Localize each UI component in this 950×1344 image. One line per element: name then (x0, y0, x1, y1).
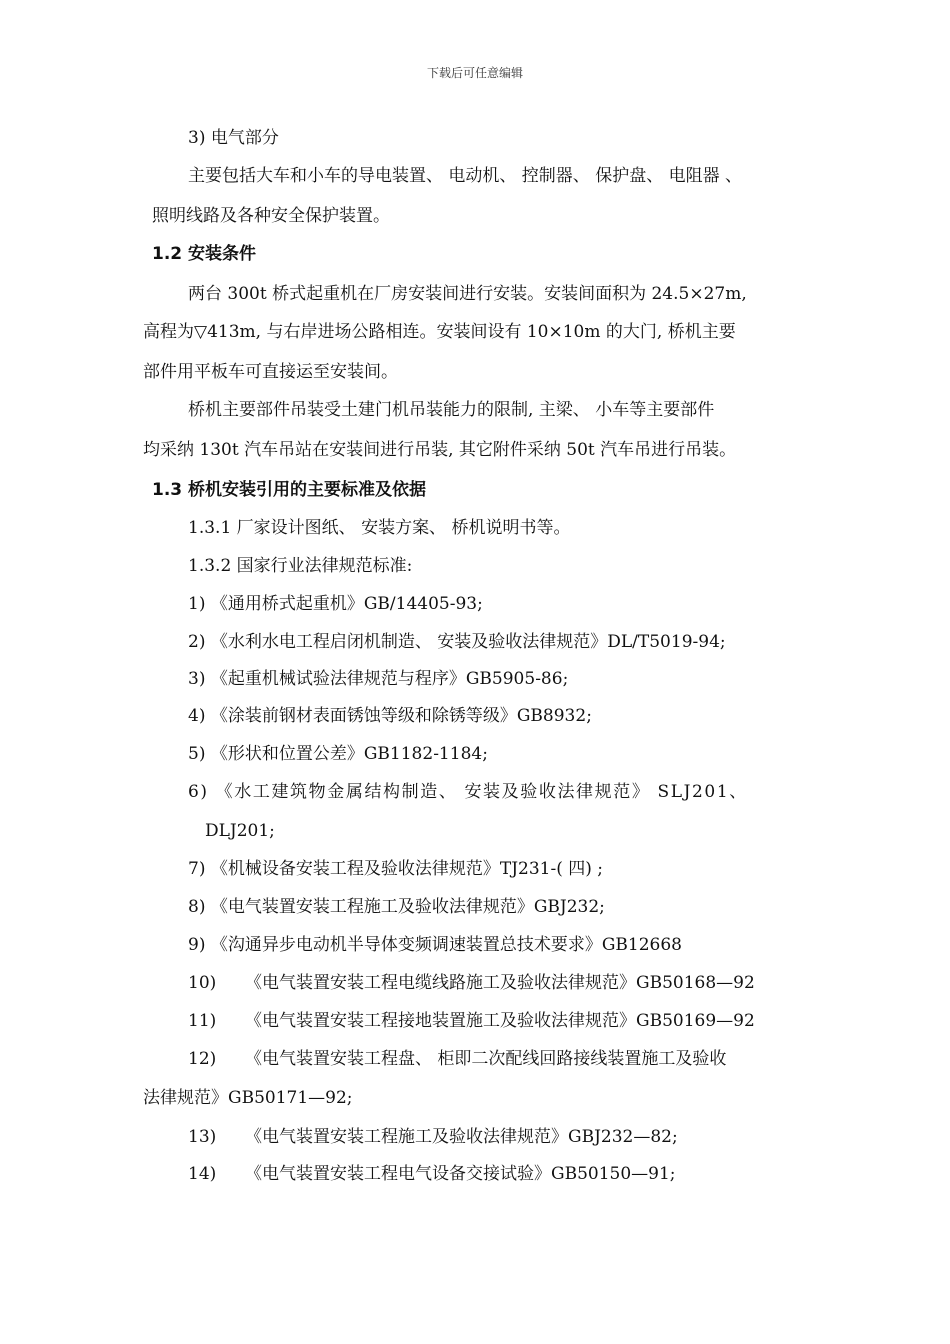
standard-item: 1) 《通用桥式起重机》GB/14405-93; (188, 594, 483, 614)
standard-item: 6) 《水工建筑物金属结构制造、 安装及验收法律规范》 SLJ201、 (188, 782, 748, 802)
standard-number: 11) (188, 1011, 217, 1031)
paragraph-line: 均采纳 130t 汽车吊站在安装间进行吊装, 其它附件采纳 50t 汽车吊进行吊装。 (143, 440, 737, 460)
standard-number: 12) (188, 1049, 217, 1069)
standard-item: 《电气装置安装工程电气设备交接试验》GB50150—91; (245, 1164, 676, 1184)
standard-item-continued: 法律规范》GB50171—92; (143, 1088, 353, 1108)
paragraph-line: 照明线路及各种安全保护装置。 (152, 206, 390, 226)
standard-item: 《电气装置安装工程电缆线路施工及验收法律规范》GB50168—92 (245, 973, 755, 993)
standard-item: 《电气装置安装工程施工及验收法律规范》GBJ232—82; (245, 1127, 678, 1147)
section-heading-1-3: 1.3 桥机安装引用的主要标准及依据 (152, 480, 427, 500)
standard-item: 3) 《起重机械试验法律规范与程序》GB5905-86; (188, 669, 569, 689)
standard-item: 7) 《机械设备安装工程及验收法律规范》TJ231-( 四) ; (188, 859, 603, 879)
standard-number: 13) (188, 1127, 217, 1147)
standard-item: 5) 《形状和位置公差》GB1182-1184; (188, 744, 488, 764)
standard-number: 14) (188, 1164, 217, 1184)
subsection-1-3-1: 1.3.1 厂家设计图纸、 安装方案、 桥机说明书等。 (188, 518, 571, 538)
standard-item: 9) 《沟通异步电动机半导体变频调速装置总技术要求》GB12668 (188, 935, 683, 955)
subsection-1-3-2: 1.3.2 国家行业法律规范标准: (188, 556, 413, 576)
paragraph-line: 部件用平板车可直接运至安装间。 (143, 362, 398, 382)
paragraph-line: 主要包括大车和小车的导电装置、 电动机、 控制器、 保护盘、 电阻器 、 (188, 166, 743, 186)
standard-item: 《电气装置安装工程盘、 柜即二次配线回路接线装置施工及验收 (245, 1049, 727, 1069)
paragraph-line: 两台 300t 桥式起重机在厂房安装间进行安装。安装间面积为 24.5×27m, (188, 284, 747, 304)
paragraph-line: 高程为▽413m, 与右岸进场公路相连。安装间设有 10×10m 的大门, 桥机主要 (143, 322, 736, 342)
standard-item: 4) 《涂装前钢材表面锈蚀等级和除锈等级》GB8932; (188, 706, 592, 726)
standard-item: 8) 《电气装置安装工程施工及验收法律规范》GBJ232; (188, 897, 605, 917)
paragraph-line: 桥机主要部件吊装受土建门机吊装能力的限制, 主梁、 小车等主要部件 (188, 400, 715, 420)
section-title-electrical: 3) 电气部分 (188, 128, 279, 148)
standard-number: 10) (188, 973, 217, 993)
standard-item-continued: DLJ201; (205, 821, 275, 841)
standard-item: 《电气装置安装工程接地装置施工及验收法律规范》GB50169—92 (245, 1011, 755, 1031)
section-heading-1-2: 1.2 安装条件 (152, 244, 257, 264)
header-note: 下载后可任意编辑 (426, 66, 523, 80)
standard-item: 2) 《水利水电工程启闭机制造、 安装及验收法律规范》DL/T5019-94; (188, 632, 726, 652)
